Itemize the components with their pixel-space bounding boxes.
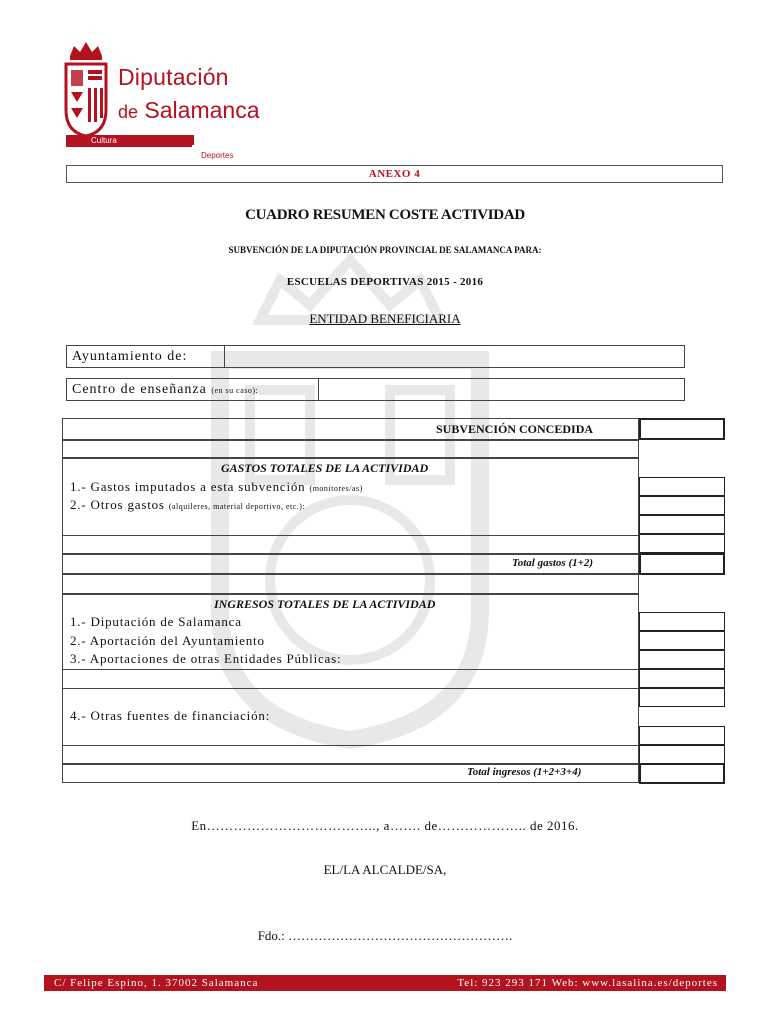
logo-salamanca: Salamanca <box>144 97 260 123</box>
ayuntamiento-label: Ayuntamiento de: <box>72 349 188 364</box>
logo-bar-cultura <box>66 135 194 146</box>
logo-bar-deportes <box>192 145 236 160</box>
footer-bar <box>44 975 726 991</box>
ayuntamiento-input[interactable] <box>224 345 686 368</box>
centro-row <box>66 378 685 401</box>
ingresos-3b-input[interactable] <box>639 669 725 688</box>
alcalde-label: EL/LA ALCALDE/SA, <box>323 862 447 877</box>
gastos-item-2 <box>70 497 305 513</box>
centro-input[interactable] <box>318 378 686 401</box>
program-title: ESCUELAS DEPORTIVAS 2015 - 2016 <box>286 276 484 288</box>
total-gastos-label: Total gastos (1+2) <box>512 557 594 569</box>
gastos-divider <box>62 535 639 536</box>
ayuntamiento-row <box>66 345 685 368</box>
ingresos-item-1: 1.- Diputación de Salamanca <box>70 614 242 629</box>
spacer-row <box>62 440 639 458</box>
gastos-item-1-label: 1.- Gastos imputados a esta subvención <box>70 479 306 494</box>
ingresos-item-2: 2.- Aportación del Ayuntamiento <box>70 633 265 648</box>
subvencion-amount-input[interactable] <box>639 418 725 440</box>
gastos-1-input[interactable] <box>639 477 725 496</box>
logo-deportes-label: Deportes <box>201 151 234 160</box>
gastos-item-1-note: (monitores/as) <box>309 484 363 493</box>
centro-label: Centro de enseñanza <box>72 382 207 397</box>
total-ingresos-input[interactable] <box>639 763 725 784</box>
ingresos-divider-1 <box>62 669 639 670</box>
subvencion-label: SUBVENCIÓN CONCEDIDA <box>436 422 594 436</box>
place-date-line: En……………………………….., a……. de……………….. de 2016. <box>191 818 579 833</box>
logo-title: Diputación <box>118 64 229 90</box>
ingresos-2-input[interactable] <box>639 631 725 650</box>
ingresos-header: INGRESOS TOTALES DE LA ACTIVIDAD <box>214 597 436 611</box>
gastos-header: GASTOS TOTALES DE LA ACTIVIDAD <box>221 461 429 475</box>
signature-line: Fdo.: ……………………………………………. <box>257 928 513 943</box>
gastos-item-2-label: 2.- Otros gastos <box>70 497 165 512</box>
logo-cultura-label: Cultura <box>91 136 117 145</box>
logo-de: de <box>118 102 139 122</box>
ingresos-3a-input[interactable] <box>639 650 725 669</box>
footer-address: C/ Felipe Espino, 1. 37002 Salamanca <box>54 977 259 989</box>
gastos-item-1 <box>70 479 363 495</box>
ingresos-4a-input[interactable] <box>639 726 725 745</box>
ingresos-3c-input[interactable] <box>639 688 725 707</box>
ingresos-4b-input[interactable] <box>639 745 725 764</box>
ingresos-item-3: 3.- Aportaciones de otras Entidades Públicas: <box>70 651 342 666</box>
spacer-row-2 <box>62 574 639 594</box>
ingresos-divider-3 <box>62 745 639 746</box>
entidad-heading <box>0 311 770 327</box>
page-title: CUADRO RESUMEN COSTE ACTIVIDAD <box>245 207 525 223</box>
entidad-heading-text: ENTIDAD BENEFICIARIA <box>309 311 461 326</box>
footer-contact: Tel: 923 293 171 Web: www.lasalina.es/deportes <box>457 977 718 989</box>
total-gastos-input[interactable] <box>639 553 725 575</box>
gastos-item-2-note: (alquileres, material deportivo, etc.): <box>168 502 306 511</box>
gastos-2-input[interactable] <box>639 496 725 515</box>
ingresos-divider-2 <box>62 688 639 689</box>
ingresos-1-input[interactable] <box>639 612 725 631</box>
anexo-label: ANEXO 4 <box>66 165 723 183</box>
ingresos-item-4: 4.- Otras fuentes de financiación: <box>70 708 271 723</box>
total-ingresos-label: Total ingresos (1+2+3+4) <box>467 766 582 778</box>
logo-subtitle <box>118 97 260 124</box>
page-subtitle: SUBVENCIÓN DE LA DIPUTACIÓN PROVINCIAL DE SALAMANCA PARA: <box>228 245 542 255</box>
gastos-3-input[interactable] <box>639 515 725 534</box>
centro-note: (en su caso): <box>211 386 259 395</box>
gastos-4-input[interactable] <box>639 534 725 553</box>
